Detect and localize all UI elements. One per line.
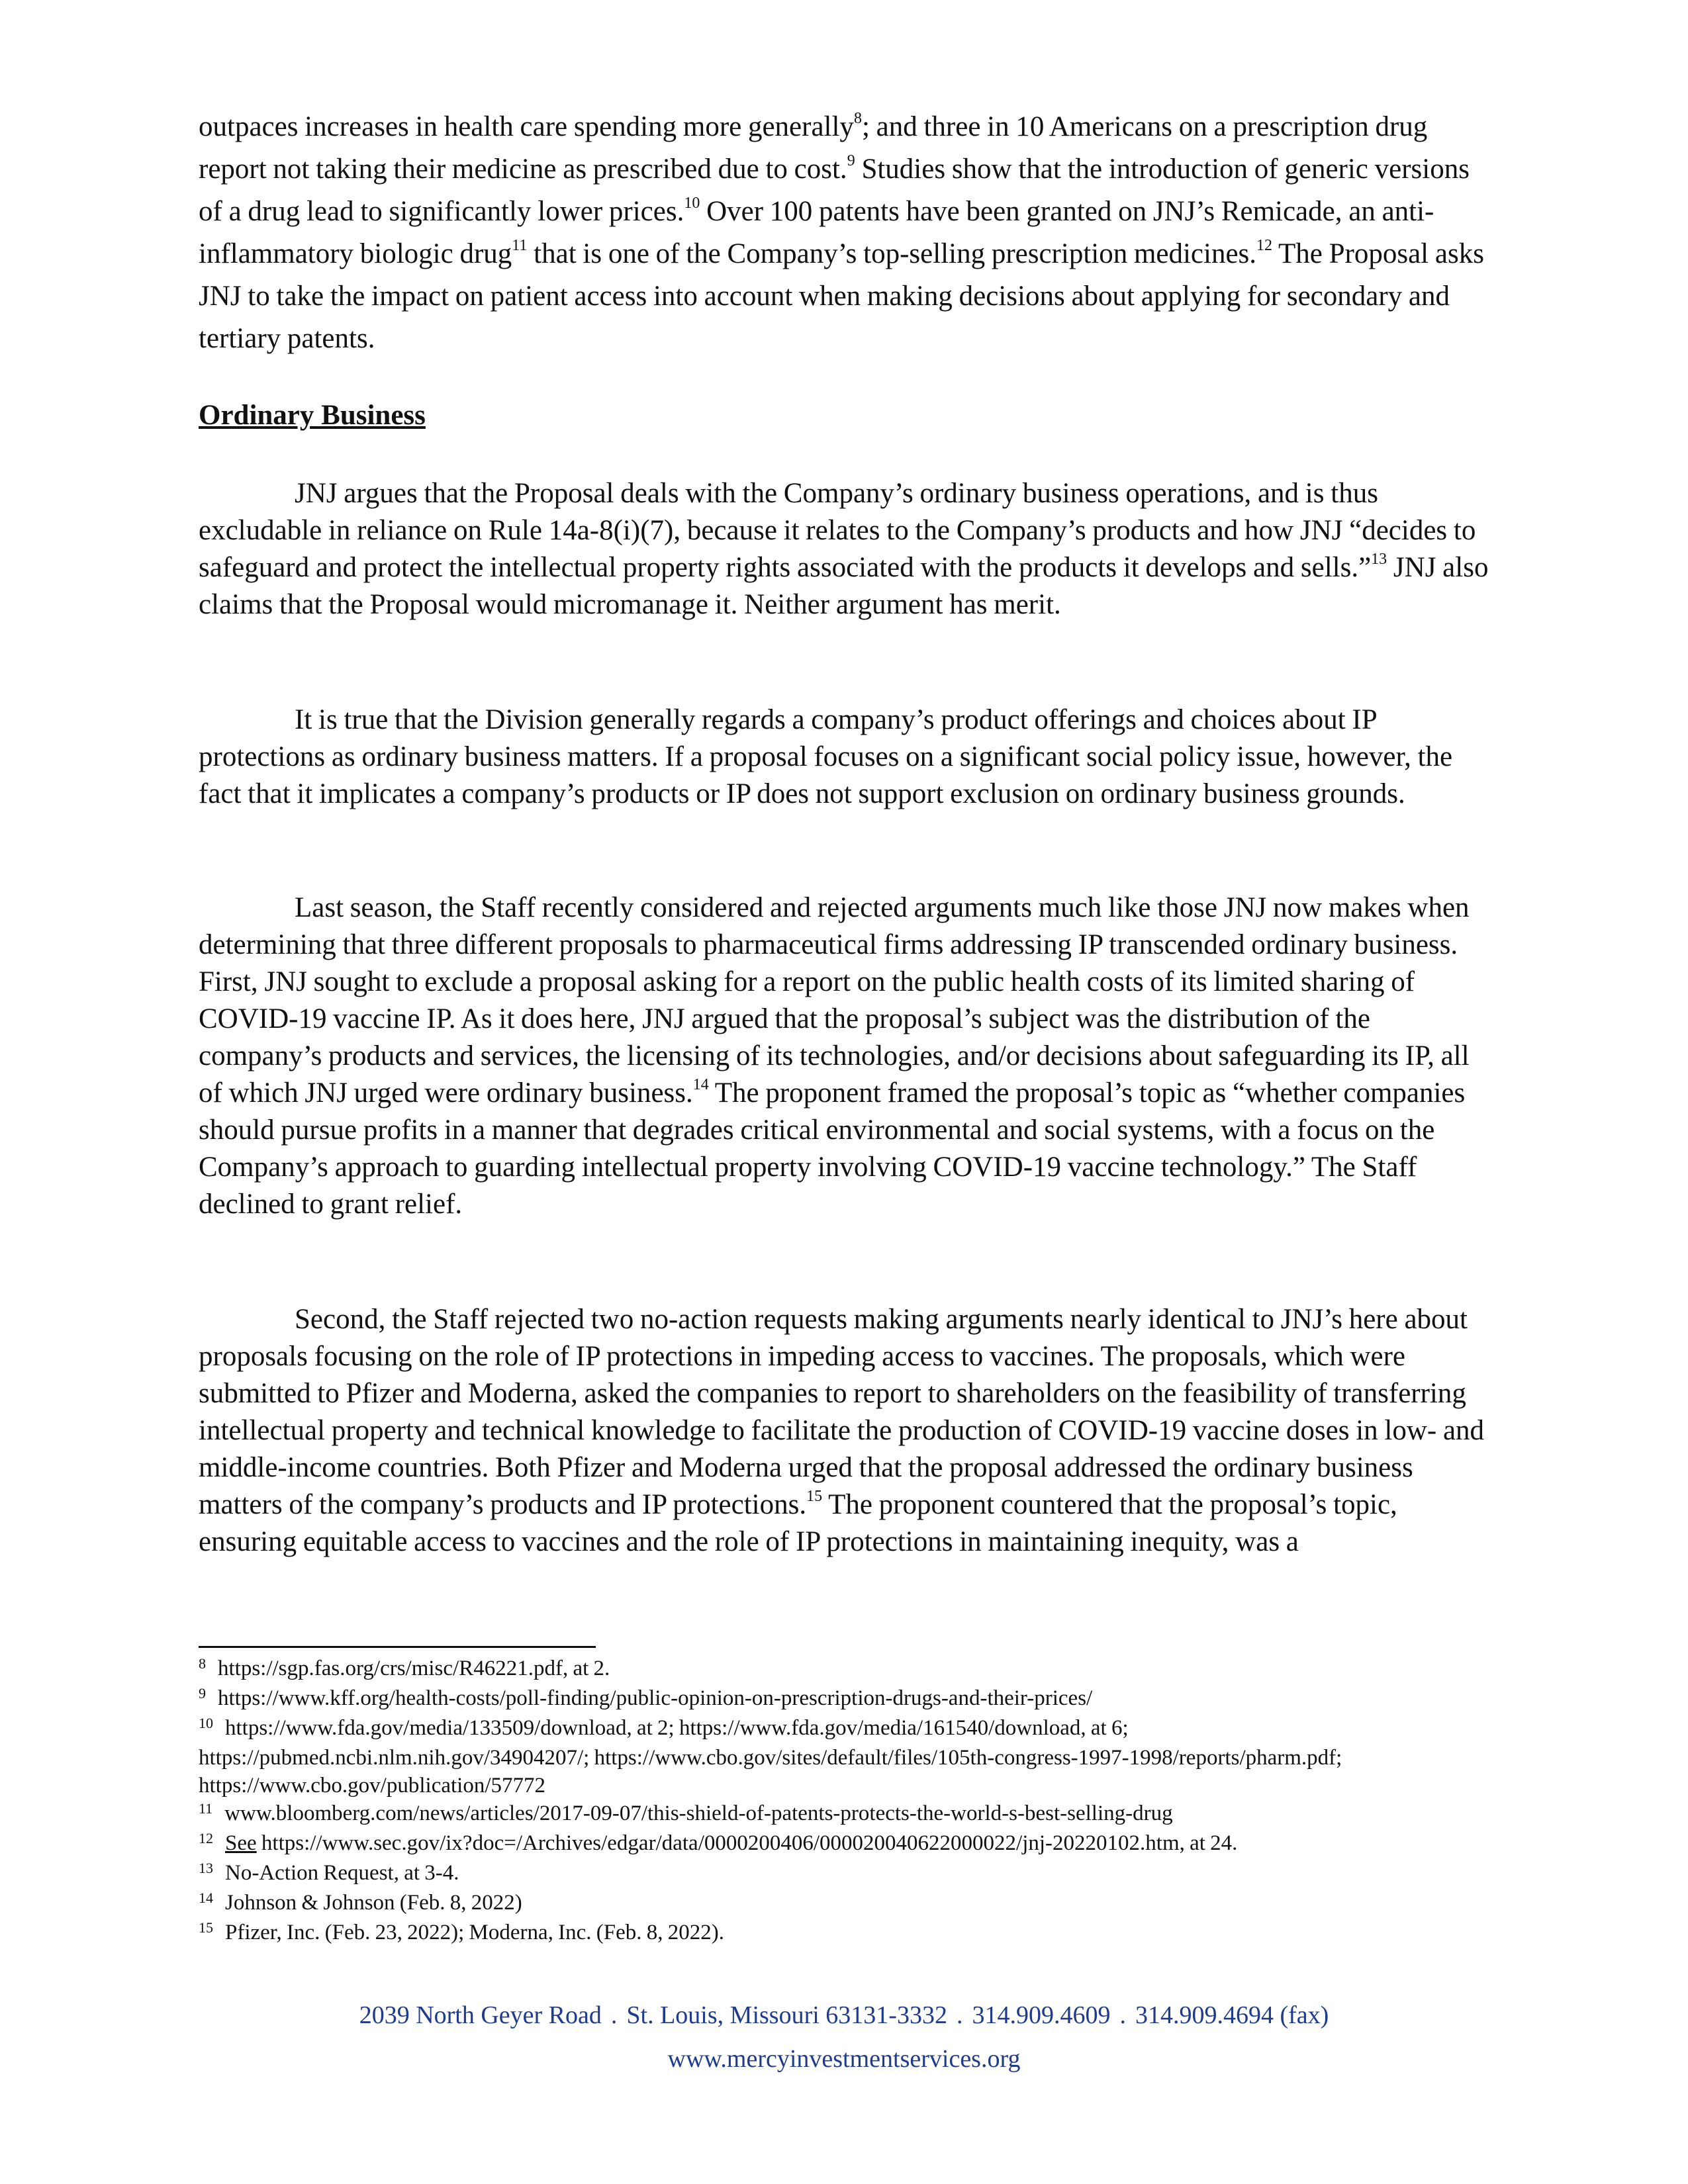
- footnote-divider: [199, 1646, 596, 1648]
- paragraph-text: ; and three in 10 Americans on a prescription drug report not taking their medicine as prescribed due to cost.: [199, 111, 1428, 185]
- footnote-item: [199, 1859, 1489, 1889]
- paragraph-text: JNJ also claims that the Proposal would micromanage it. Neither argument has merit.: [199, 552, 1489, 620]
- footnote-ref[interactable]: 12: [1256, 236, 1273, 254]
- footnote-ref[interactable]: 9: [847, 152, 855, 169]
- paragraph-text: Over 100 patents have been granted on JNJ’s Remicade, an anti-inflammatory biologic drug: [199, 196, 1434, 269]
- footnote-text: Johnson & Johnson (Feb. 8, 2022): [225, 1891, 522, 1915]
- footer-city: St. Louis, Missouri 63131-3332: [626, 2001, 947, 2029]
- footnote-number: 13: [199, 1860, 213, 1876]
- footnote-link[interactable]: https://www.kff.org/health-costs/poll-finding/public-opinion-on-prescription-drugs-and-their-prices/: [218, 1686, 1093, 1710]
- footer-address: [199, 1999, 1489, 2032]
- footnote-item: [199, 1919, 1489, 1948]
- footer-street: 2039 North Geyer Road: [359, 2001, 602, 2029]
- paragraph-text: The proponent framed the proposal’s topic as “whether companies should pursue profits in a manner that degrades critical environmental and social systems, with a focus on the Company’s approach to guarding intellectual property involving COVID-19 vaccine technology.” The Staff declined to grant relief.: [199, 1077, 1466, 1220]
- footer-fax: 314.909.4694 (fax): [1135, 2001, 1329, 2029]
- footer-separator: .: [956, 2001, 963, 2029]
- footnote-see-signal: See: [225, 1831, 257, 1855]
- paragraph-text: outpaces increases in health care spending more generally: [199, 111, 854, 142]
- footnote-item: [199, 1655, 1489, 1684]
- paragraph-jnj-argument: [199, 475, 1489, 623]
- paragraph-last-season: [199, 889, 1489, 1223]
- footnotes: [199, 1655, 1489, 1948]
- footnote-link[interactable]: https://www.sec.gov/ix?doc=/Archives/edgar/data/0000200406/000020040622000022/jnj-20220102.htm, at 24.: [256, 1831, 1238, 1855]
- footnote-item: [199, 1889, 1489, 1919]
- footnote-item: [199, 1714, 1489, 1799]
- footer-phone[interactable]: 314.909.4609: [972, 2001, 1111, 2029]
- paragraph-text: The Proposal asks JNJ to take the impact on patient access into account when making decisions about applying for secondary and tertiary patents.: [199, 238, 1484, 354]
- footnote-link[interactable]: https://sgp.fas.org/crs/misc/R46221.pdf, at 2.: [218, 1657, 610, 1680]
- footnote-ref[interactable]: 11: [512, 236, 528, 254]
- footnote-number: 12: [199, 1830, 213, 1846]
- footnote-item: [199, 1829, 1489, 1859]
- footnote-ref[interactable]: 15: [806, 1487, 823, 1505]
- footnote-number: 11: [199, 1800, 213, 1817]
- paragraph-text: Second, the Staff rejected two no-action requests making arguments nearly identical to JNJ’s here about proposals focusing on the role of IP protections in impeding access to vaccines. The proposals, which were submitted to Pfizer and Moderna, asked the companies to report to shareholders on the feasibility of transferring intellectual property and technical knowledge to facilitate the production of COVID-19 vaccine doses in low- and middle-income countries. Both Pfizer and Moderna urged that the proposal addressed the ordinary business matters of the company’s products and IP protections.: [199, 1304, 1485, 1520]
- footnote-number: 8: [199, 1655, 206, 1672]
- footnote-link[interactable]: https://www.fda.gov/media/133509/download, at 2; https://www.fda.gov/media/161540/download, at 6; https://pubmed.ncbi.nlm.nih.gov/34904207/; https://www.cbo.gov/sites/default/files/105th-congress-1997-1998/reports/pharm.pdf; https://www.cbo.gov/publication/57772: [199, 1716, 1342, 1797]
- paragraph-drug-pricing: [199, 106, 1489, 360]
- paragraph-text: that is one of the Company’s top-selling prescription medicines.: [527, 238, 1257, 269]
- footnote-number: 9: [199, 1685, 206, 1702]
- footer-separator: .: [1119, 2001, 1126, 2029]
- footnote-ref[interactable]: 10: [684, 194, 700, 212]
- footnote-number: 10: [199, 1715, 213, 1731]
- paragraph-text: Studies show that the introduction of generic versions of a drug lead to significantly lower prices.: [199, 154, 1470, 227]
- footnote-ref[interactable]: 14: [692, 1075, 709, 1093]
- footnote-number: 14: [199, 1889, 213, 1906]
- footnote-item: [199, 1799, 1489, 1829]
- footnote-ref[interactable]: 13: [1371, 550, 1387, 568]
- paragraph-text: Last season, the Staff recently considered and rejected arguments much like those JNJ now makes when determining that three different proposals to pharmaceutical firms addressing IP transcended ordinary business. First, JNJ sought to exclude a proposal asking for a report on the public health costs of its limited sharing of COVID-19 vaccine IP. As it does here, JNJ argued that the proposal’s subject was the distribution of the company’s products and services, the licensing of its technologies, and/or decisions about safeguarding its IP, all of which JNJ urged were ordinary business.: [199, 892, 1470, 1109]
- footnote-item: [199, 1684, 1489, 1714]
- footer-website-link[interactable]: www.mercyinvestmentservices.org: [667, 2045, 1021, 2073]
- footnote-text: Pfizer, Inc. (Feb. 23, 2022); Moderna, Inc. (Feb. 8, 2022).: [225, 1921, 724, 1944]
- footnote-link[interactable]: www.bloomberg.com/news/articles/2017-09-07/this-shield-of-patents-protects-the-world-s-best-selling-drug: [224, 1801, 1173, 1825]
- paragraph-division-view: It is true that the Division generally regards a company’s product offerings and choices about IP protections as ordinary business matters. If a proposal focuses on a significant social policy issue, however, the fact that it implicates a company’s products or IP does not support exclusion on ordinary business grounds.: [199, 704, 1453, 809]
- paragraph-text: The proponent countered that the proposal’s topic, ensuring equitable access to vaccines and the role of IP protections in maintaining inequity, was a: [199, 1489, 1397, 1557]
- paragraph-text: JNJ argues that the Proposal deals with the Company’s ordinary business operations, and is thus excludable in reliance on Rule 14a-8(i)(7), because it relates to the Company’s products and how JNJ “decides to safeguard and protect the intellectual property rights associated with the products it develops and sells.”: [199, 478, 1476, 583]
- section-heading: Ordinary Business: [199, 400, 426, 431]
- paragraph-second-case: [199, 1301, 1489, 1561]
- footnote-number: 15: [199, 1919, 213, 1936]
- footer-separator: .: [610, 2001, 618, 2029]
- footnote-ref[interactable]: 8: [853, 109, 862, 127]
- footnote-text: No-Action Request, at 3-4.: [225, 1861, 459, 1885]
